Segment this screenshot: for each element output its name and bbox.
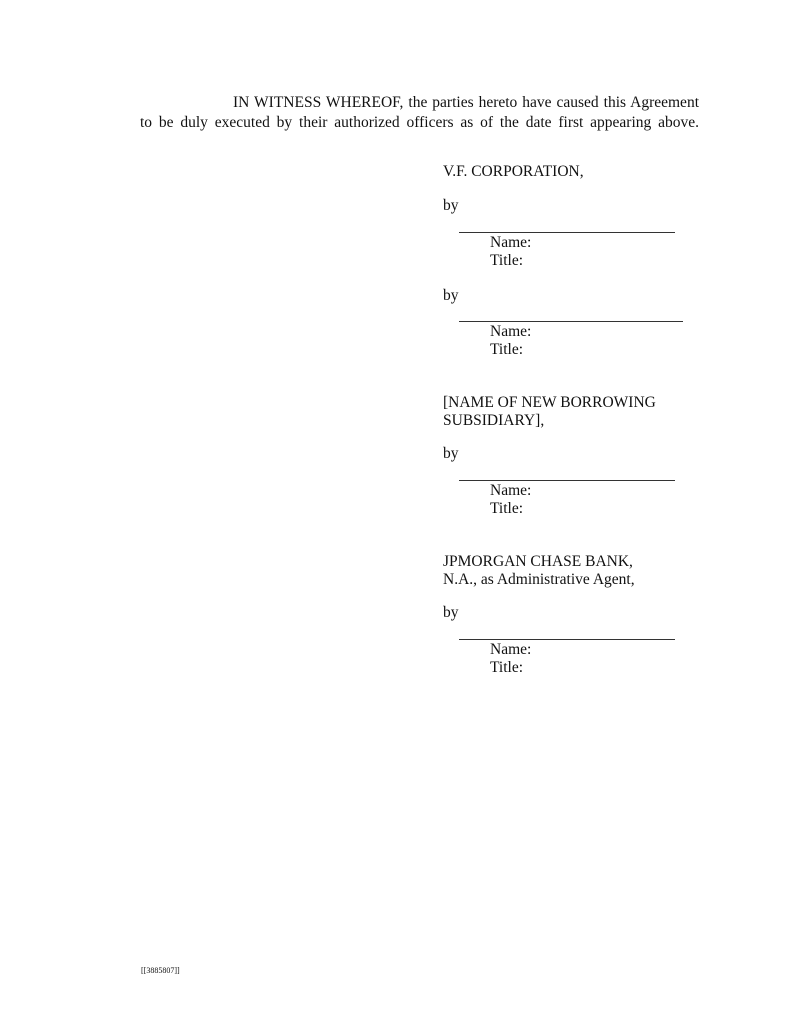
signature-block-new-borrowing-subsidiary xyxy=(443,394,703,524)
signature-block-vf-corporation xyxy=(443,163,703,363)
name-field-label: Name: xyxy=(490,234,532,251)
witness-line-1: IN WITNESS WHEREOF, the parties hereto have caused this Agreement xyxy=(233,94,699,111)
witness-clause xyxy=(140,93,699,133)
name-field-label: Name: xyxy=(490,482,532,499)
signature-line[interactable] xyxy=(459,480,675,481)
signature-line[interactable] xyxy=(459,232,675,233)
by-label: by xyxy=(443,604,459,621)
party-name: [NAME OF NEW BORROWING SUBSIDIARY], xyxy=(443,394,656,429)
by-label: by xyxy=(443,445,459,462)
title-field-label: Title: xyxy=(490,341,524,358)
signature-line[interactable] xyxy=(459,321,683,322)
witness-line-2: to be duly executed by their authorized officers as of the date first appearing above. xyxy=(140,114,699,131)
party-name: JPMORGAN CHASE BANK, N.A., as Administrative Agent, xyxy=(443,553,635,588)
signature-block-administrative-agent xyxy=(443,553,703,683)
by-label: by xyxy=(443,287,459,304)
name-field-label: Name: xyxy=(490,641,532,658)
document-id-footer: [[3885807]] xyxy=(141,966,180,975)
name-field-label: Name: xyxy=(490,323,532,340)
title-field-label: Title: xyxy=(490,659,524,676)
party-name: V.F. CORPORATION, xyxy=(443,163,584,180)
title-field-label: Title: xyxy=(490,500,524,517)
by-label: by xyxy=(443,197,459,214)
signature-line[interactable] xyxy=(459,639,675,640)
title-field-label: Title: xyxy=(490,252,524,269)
